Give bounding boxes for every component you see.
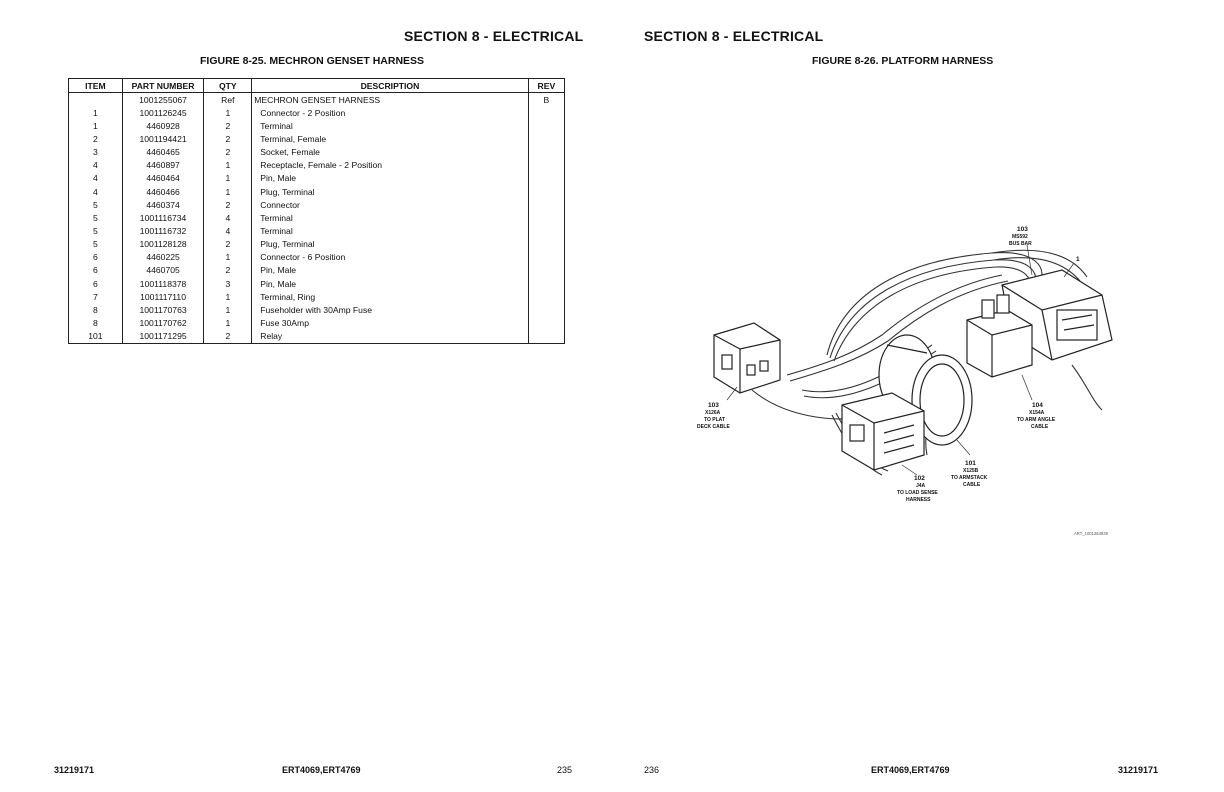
- cell-qty: 1: [204, 251, 252, 264]
- cell-part-number: 1001116732: [122, 224, 204, 237]
- cell-rev: [528, 303, 564, 316]
- footer-page-number: 235: [557, 765, 573, 775]
- cell-item: 101: [69, 330, 123, 344]
- cell-part-number: 4460928: [122, 119, 204, 132]
- cell-rev: [528, 211, 564, 224]
- cell-description: Terminal, Ring: [252, 290, 528, 303]
- table-row: [69, 119, 565, 132]
- callout-text: X126A: [705, 410, 721, 416]
- table-row: [69, 264, 565, 277]
- table-row: [69, 316, 565, 329]
- cell-part-number: 1001170763: [122, 303, 204, 316]
- cell-rev: [528, 224, 564, 237]
- cell-item: 8: [69, 303, 123, 316]
- table-row: [69, 172, 565, 185]
- cell-qty: 2: [204, 330, 252, 344]
- footer-models: ERT4069,ERT4769: [282, 765, 361, 775]
- cell-description: Terminal: [252, 224, 528, 237]
- cell-description: Relay: [252, 330, 528, 344]
- cell-qty: 2: [204, 264, 252, 277]
- section-title: SECTION 8 - ELECTRICAL: [404, 28, 584, 44]
- cell-item: 4: [69, 185, 123, 198]
- cell-part-number: 4460705: [122, 264, 204, 277]
- table-row: [69, 238, 565, 251]
- table-row: [69, 211, 565, 224]
- cell-description: Terminal, Female: [252, 132, 528, 145]
- cell-description: Connector: [252, 198, 528, 211]
- cell-qty: 1: [204, 303, 252, 316]
- cell-qty: 4: [204, 211, 252, 224]
- callout-text: TO LOAD SENSE: [897, 490, 938, 496]
- cell-rev: [528, 119, 564, 132]
- cell-description: Terminal: [252, 211, 528, 224]
- cell-part-number: 1001126245: [122, 106, 204, 119]
- cell-item: 5: [69, 211, 123, 224]
- table-row: [69, 277, 565, 290]
- parts-table: [68, 78, 565, 344]
- cell-qty: 3: [204, 277, 252, 290]
- parts-table-body: [69, 93, 565, 344]
- callout-text: TO PLAT: [704, 417, 725, 423]
- figure-title: FIGURE 8-26. PLATFORM HARNESS: [812, 55, 994, 67]
- platform-harness-diagram: [692, 215, 1152, 545]
- callout-text: DECK CABLE: [697, 424, 730, 430]
- cell-item: 1: [69, 106, 123, 119]
- callout-103-top: [1009, 226, 1032, 247]
- cell-part-number: 4460374: [122, 198, 204, 211]
- cell-qty: 1: [204, 316, 252, 329]
- callout-text: BUS BAR: [1009, 241, 1032, 247]
- cell-rev: [528, 238, 564, 251]
- cell-part-number: 4460466: [122, 185, 204, 198]
- cell-rev: [528, 277, 564, 290]
- table-header-row: [69, 79, 565, 93]
- cell-part-number: 1001255067: [122, 93, 204, 107]
- cell-part-number: 1001171295: [122, 330, 204, 344]
- table-row: [69, 224, 565, 237]
- cell-item: [69, 93, 123, 107]
- cell-qty: Ref: [204, 93, 252, 107]
- cell-description: Pin, Male: [252, 172, 528, 185]
- cell-rev: [528, 198, 564, 211]
- cell-description: Socket, Female: [252, 146, 528, 159]
- cell-description: MECHRON GENSET HARNESS: [252, 93, 528, 107]
- cell-qty: 2: [204, 198, 252, 211]
- cell-item: 1: [69, 119, 123, 132]
- cell-qty: 2: [204, 119, 252, 132]
- cell-qty: 2: [204, 146, 252, 159]
- footer-models: ERT4069,ERT4769: [871, 765, 950, 775]
- header-rev: REV: [528, 79, 564, 93]
- footer-doc-number: 31219171: [1118, 765, 1159, 775]
- cell-description: Plug, Terminal: [252, 185, 528, 198]
- cell-description: Pin, Male: [252, 277, 528, 290]
- cell-rev: [528, 106, 564, 119]
- cell-rev: [528, 146, 564, 159]
- callout-text: CABLE: [963, 482, 981, 488]
- connector-x126a: [714, 323, 780, 393]
- callout-text: TO ARM ANGLE: [1017, 417, 1056, 423]
- cell-item: 6: [69, 264, 123, 277]
- cell-rev: B: [528, 93, 564, 107]
- cell-item: 7: [69, 290, 123, 303]
- cell-description: Terminal: [252, 119, 528, 132]
- cell-rev: [528, 290, 564, 303]
- table-row: [69, 330, 565, 344]
- header-description: DESCRIPTION: [252, 79, 528, 93]
- right-page: [612, 0, 1224, 792]
- callout-number: 1: [1076, 256, 1080, 263]
- cell-part-number: 4460225: [122, 251, 204, 264]
- callout-number: 102: [914, 475, 925, 482]
- cell-rev: [528, 172, 564, 185]
- figure-title: FIGURE 8-25. MECHRON GENSET HARNESS: [200, 55, 425, 67]
- header-item: ITEM: [69, 79, 123, 93]
- cell-part-number: 1001170762: [122, 316, 204, 329]
- cell-description: Connector - 6 Position: [252, 251, 528, 264]
- footer-doc-number: 31219171: [54, 765, 95, 775]
- callout-101: [951, 460, 988, 488]
- callout-number: 104: [1032, 402, 1043, 409]
- cell-rev: [528, 132, 564, 145]
- cell-rev: [528, 264, 564, 277]
- table-row: [69, 132, 565, 145]
- cell-qty: 2: [204, 238, 252, 251]
- table-row: [69, 146, 565, 159]
- cell-item: 3: [69, 146, 123, 159]
- table-row: [69, 198, 565, 211]
- callout-number: 103: [1017, 226, 1028, 233]
- callout-text: MS592: [1012, 234, 1028, 240]
- callout-text: HARNESS: [906, 497, 931, 503]
- art-id: ART_1001264939: [1074, 531, 1108, 536]
- cell-description: Receptacle, Female - 2 Position: [252, 159, 528, 172]
- callout-1: [1076, 256, 1080, 263]
- table-row: [69, 251, 565, 264]
- cell-qty: 1: [204, 106, 252, 119]
- cell-qty: 4: [204, 224, 252, 237]
- callout-102: [897, 475, 938, 503]
- cell-description: Connector - 2 Position: [252, 106, 528, 119]
- cell-item: 5: [69, 198, 123, 211]
- cell-part-number: 1001116734: [122, 211, 204, 224]
- callout-number: 103: [708, 402, 719, 409]
- callout-text: J4A: [916, 483, 926, 489]
- table-row: [69, 106, 565, 119]
- cell-qty: 1: [204, 159, 252, 172]
- header-qty: QTY: [204, 79, 252, 93]
- cell-description: Plug, Terminal: [252, 238, 528, 251]
- cell-qty: 2: [204, 132, 252, 145]
- cell-qty: 1: [204, 290, 252, 303]
- cell-rev: [528, 251, 564, 264]
- cell-part-number: 4460465: [122, 146, 204, 159]
- callout-text: CABLE: [1031, 424, 1049, 430]
- callout-text: X154A: [1029, 410, 1045, 416]
- table-row: [69, 185, 565, 198]
- connector-j4a: [842, 393, 924, 470]
- cell-item: 6: [69, 251, 123, 264]
- table-row: [69, 93, 565, 107]
- table-row: [69, 303, 565, 316]
- footer-page-number: 236: [644, 765, 660, 775]
- cell-item: 6: [69, 277, 123, 290]
- cell-part-number: 1001194421: [122, 132, 204, 145]
- table-row: [69, 290, 565, 303]
- cell-item: 4: [69, 172, 123, 185]
- cell-rev: [528, 330, 564, 344]
- cell-item: 5: [69, 224, 123, 237]
- cell-qty: 1: [204, 172, 252, 185]
- section-title: SECTION 8 - ELECTRICAL: [644, 28, 824, 44]
- cell-rev: [528, 159, 564, 172]
- cell-description: Pin, Male: [252, 264, 528, 277]
- cell-description: Fuseholder with 30Amp Fuse: [252, 303, 528, 316]
- cell-rev: [528, 185, 564, 198]
- callout-number: 101: [965, 460, 976, 467]
- cell-part-number: 1001128128: [122, 238, 204, 251]
- callout-text: X125B: [963, 468, 979, 474]
- cell-rev: [528, 316, 564, 329]
- cell-description: Fuse 30Amp: [252, 316, 528, 329]
- header-part-number: PART NUMBER: [122, 79, 204, 93]
- cell-item: 2: [69, 132, 123, 145]
- cell-item: 4: [69, 159, 123, 172]
- cell-qty: 1: [204, 185, 252, 198]
- cell-part-number: 1001118378: [122, 277, 204, 290]
- callout-104: [1017, 402, 1056, 430]
- cell-item: 8: [69, 316, 123, 329]
- callout-103-left: [697, 402, 730, 430]
- cell-part-number: 4460897: [122, 159, 204, 172]
- cell-part-number: 1001117110: [122, 290, 204, 303]
- cell-part-number: 4460464: [122, 172, 204, 185]
- callout-text: TO ARMSTACK: [951, 475, 988, 481]
- table-row: [69, 159, 565, 172]
- cell-item: 5: [69, 238, 123, 251]
